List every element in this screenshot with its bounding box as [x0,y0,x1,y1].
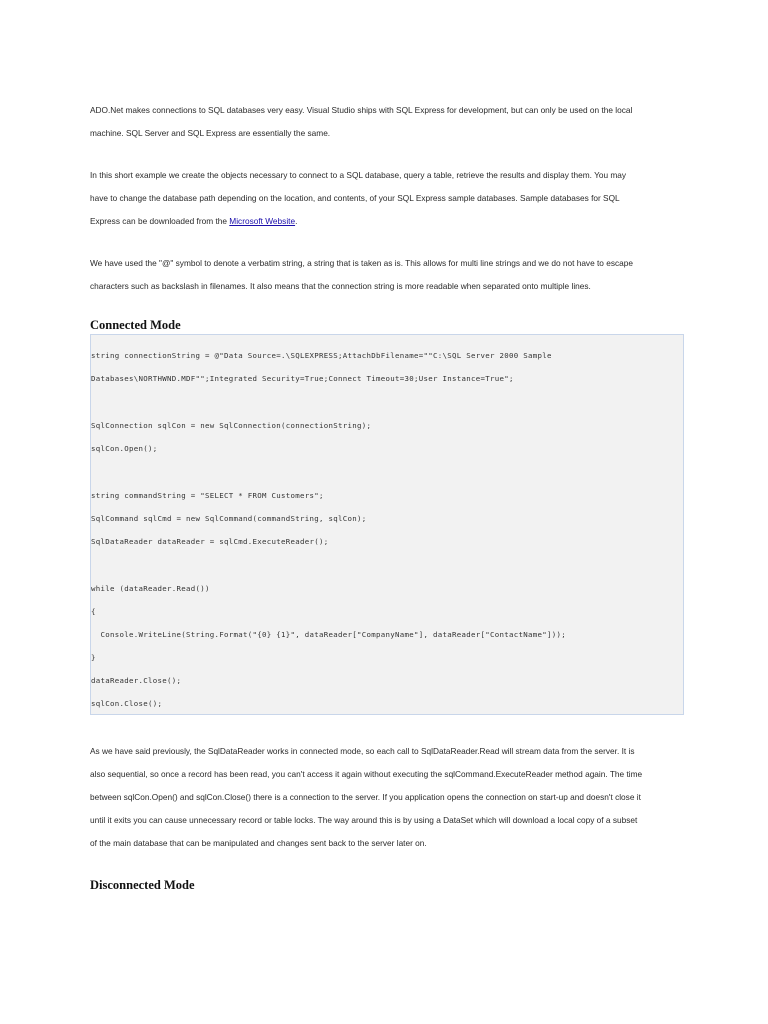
text-fragment: Express can be downloaded from the [90,216,230,226]
code-line: sqlCon.Close(); [91,699,163,708]
text-line: machine. SQL Server and SQL Express are essentially the same. [90,128,331,138]
code-line: sqlCon.Open(); [91,444,158,453]
code-line: } [91,653,96,662]
text-line [90,210,686,233]
code-line: Console.WriteLine(String.Format("{0} {1}", dataReader["CompanyName"], dataReader["ContactName"])); [91,630,566,639]
intro-paragraph-2 [90,164,686,233]
text-fragment: . [295,216,298,226]
code-line: { [91,607,96,616]
code-line: SqlCommand sqlCmd = new SqlCommand(commandString, sqlCon); [91,514,367,523]
text-line: between sqlCon.Open() and sqlCon.Close() there is a connection to the server. If you application opens the connection on start-up and doesn't close it [90,792,641,802]
intro-paragraph-3 [90,252,686,298]
code-line: SqlConnection sqlCon = new SqlConnection(connectionString); [91,421,372,430]
code-line: string commandString = "SELECT * FROM Customers"; [91,491,324,500]
code-block [90,334,684,715]
text-line: ADO.Net makes connections to SQL databases very easy. Visual Studio ships with SQL Express for development, but can only be used on the local [90,105,633,115]
text-line: of the main database that can be manipulated and changes sent back to the server later on. [90,838,427,848]
connected-mode-heading: Connected Mode [90,318,181,332]
code-line: Databases\NORTHWND.MDF"";Integrated Security=True;Connect Timeout=30;User Instance=True"; [91,374,514,383]
intro-paragraph-1 [90,99,686,145]
text-line: also sequential, so once a record has been read, you can't access it again without executing the sqlCommand.ExecuteReader method again. The time [90,769,643,779]
text-line: characters such as backslash in filenames. It also means that the connection string is more readable when separated onto multiple lines. [90,281,591,291]
code-line: dataReader.Close(); [91,676,182,685]
text-line: We have used the "@" symbol to denote a verbatim string, a string that is taken as is. This allows for multi line strings and we do not have to escape [90,258,633,268]
text-line: have to change the database path depending on the location, and contents, of your SQL Express sample databases. Sample databases for SQL [90,193,620,203]
code-line: SqlDataReader dataReader = sqlCmd.ExecuteReader(); [91,537,329,546]
microsoft-website-link[interactable]: Microsoft Website [229,216,296,226]
text-line: As we have said previously, the SqlDataReader works in connected mode, so each call to SqlDataReader.Read will stream data from the server. It is [90,746,635,756]
disconnected-mode-heading: Disconnected Mode [90,878,195,892]
code-line: string connectionString = @"Data Source=.\SQLEXPRESS;AttachDbFilename=""C:\SQL Server 2000 Sample [91,351,552,360]
code-line: while (dataReader.Read()) [91,584,210,593]
connected-mode-explanation [90,740,686,855]
text-line: until it exits you can cause unnecessary record or table locks. The way around this is by using a DataSet which will download a local copy of a subset [90,815,638,825]
text-line: In this short example we create the objects necessary to connect to a SQL database, query a table, retrieve the results and display them. You may [90,170,627,180]
